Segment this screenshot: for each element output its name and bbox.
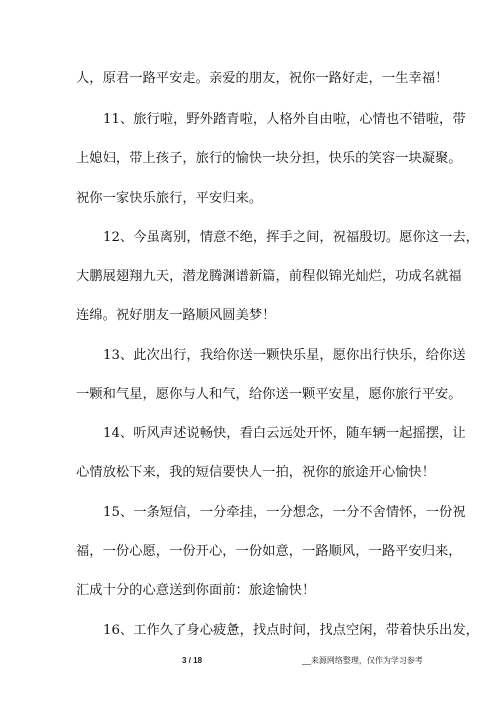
paragraph-14-line-2: 心情放松下来，我的短信要快人一拍，祝你的旅途开心愉快！ <box>76 465 436 480</box>
paragraph-15-line-2: 福，一份心愿，一份开心，一份如意，一路顺风，一路平安归来， <box>76 544 462 559</box>
paragraph-15-line-1: 15、一条短信，一分牵挂，一分想念，一分不舍情怀，一份祝 <box>103 505 466 520</box>
source-note: __来源网络整理，仅作为学习参考 <box>302 656 423 665</box>
paragraph-10-tail-line-1: 人，原君一路平安走。亲爱的朋友，祝你一路好走，一生幸福！ <box>76 71 449 86</box>
paragraph-13-line-2: 一颗和气星，愿你与人和气，给你送一颗平安星，愿你旅行平安。 <box>76 387 462 402</box>
paragraph-15-line-3: 汇成十分的心意送到你面前：旅途愉快！ <box>76 583 316 598</box>
paragraph-13-line-1: 13、此次出行，我给你送一颗快乐星，愿你出行快乐，给你送 <box>103 348 466 363</box>
paragraph-11-line-2: 上媳妇，带上孩子，旅行的愉快一块分担，快乐的笑容一块凝聚。 <box>76 151 462 166</box>
page-number: 3 / 18 <box>182 656 203 665</box>
paragraph-12-line-2: 大鹏展翅翔九天，潜龙腾渊谱新篇，前程似锦光灿烂，功成名就福 <box>76 269 462 284</box>
paragraph-14-line-1: 14、听风声述说畅快，看白云远处开怀，随车辆一起摇摆，让 <box>103 426 466 441</box>
paragraph-16-line-1: 16、工作久了身心疲惫，找点时间，找点空闲，带着快乐出发， <box>103 623 479 638</box>
paragraph-12-line-3: 连绵。祝好朋友一路顺风圆美梦！ <box>76 308 276 323</box>
paragraph-11-line-3: 祝你一家快乐旅行，平安归来。 <box>76 191 263 206</box>
paragraph-12-line-1: 12、今虽离别，情意不绝，挥手之间，祝福殷切。愿你这一去， <box>103 230 479 245</box>
paragraph-11-line-1: 11、旅行啦，野外踏青啦，人格外自由啦，心情也不错啦，带 <box>103 112 466 127</box>
